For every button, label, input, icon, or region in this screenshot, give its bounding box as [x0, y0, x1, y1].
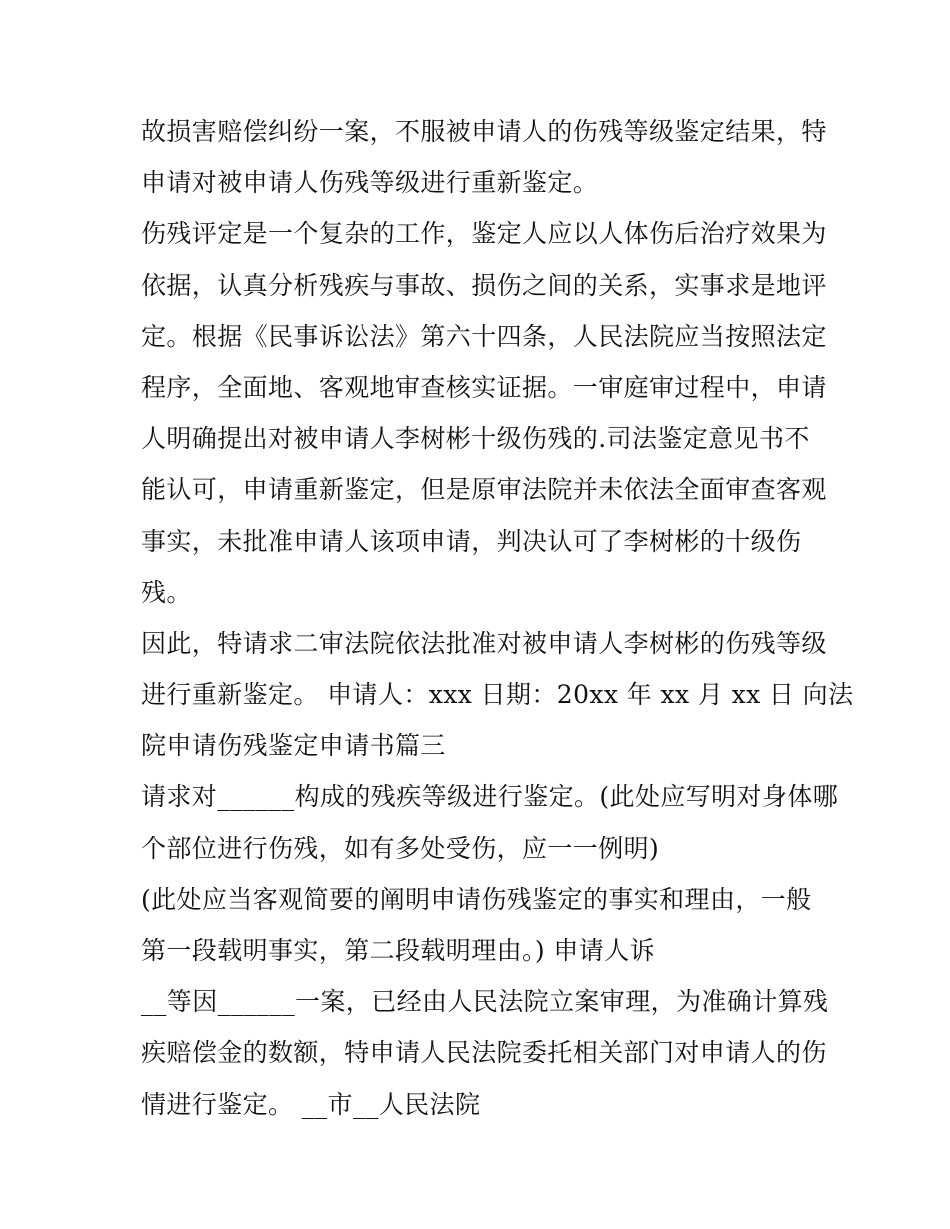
text-line-12: 进行重新鉴定。 申请人：xxx 日期：20xx 年 xx 月 xx 日 向法 [141, 680, 854, 710]
text-line-14: 请求对______构成的残疾等级进行鉴定。(此处应写明对身体哪 [141, 782, 839, 812]
text-line-6: 程序，全面地、客观地审查核实证据。一审庭审过程中，申请 [141, 372, 827, 402]
text-line-8: 能认可，申请重新鉴定，但是原审法院并未依法全面审查客观 [141, 475, 827, 505]
text-line-11: 因此，特请求二审法院依法批准对被申请人李树彬的伤残等级 [141, 628, 827, 658]
text-line-9: 事实，未批准申请人该项申请，判决认可了李树彬的十级伤 [141, 526, 802, 556]
document-body [141, 106, 854, 1130]
text-line-18: __等因______一案，已经由人民法院立案审理，为准确计算残 [141, 987, 829, 1017]
text-line-16: (此处应当客观简要的阐明申请伤残鉴定的事实和理由，一般 [141, 884, 812, 914]
text-line-7: 人明确提出对被申请人李树彬十级伤残的.司法鉴定意见书不 [141, 424, 810, 454]
text-line-13: 院申请伤残鉴定申请书篇三 [141, 731, 446, 761]
text-line-19: 疾赔偿金的数额，特申请人民法院委托相关部门对申请人的伤 [141, 1038, 827, 1068]
text-line-4: 依据，认真分析残疾与事故、损伤之间的关系，实事求是地评 [141, 270, 827, 300]
text-line-1: 故损害赔偿纠纷一案，不服被申请人的伤残等级鉴定结果，特 [141, 117, 827, 146]
text-line-3: 伤残评定是一个复杂的工作，鉴定人应以人体伤后治疗效果为 [141, 219, 827, 249]
text-line-15: 个部位进行伤残，如有多处受伤，应一一例明) [141, 833, 660, 863]
text-line-20: 情进行鉴定。 __市__人民法院 [141, 1089, 481, 1119]
text-line-2: 申请对被申请人伤残等级进行重新鉴定。 [141, 168, 599, 198]
text-line-10: 残。 [141, 577, 192, 607]
text-line-17: 第一段载明事实，第二段载明理由。) 申请人诉 [141, 936, 656, 965]
text-line-5: 定。根据《民事诉讼法》第六十四条，人民法院应当按照法定 [141, 321, 827, 351]
